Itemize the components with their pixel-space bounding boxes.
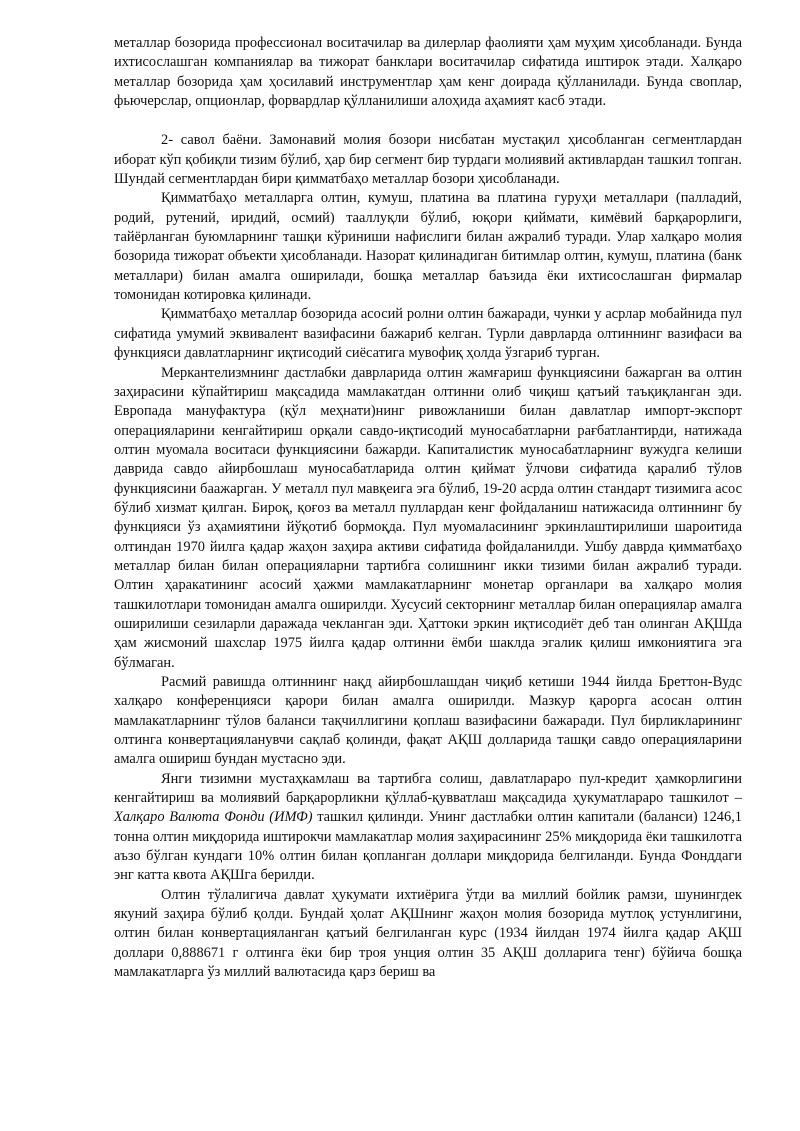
imf-text-before: Янги тизимни мустаҳкамлаш ва тартибга солиш, давлатлараро пул-кредит ҳамкорлигини кенгайтириш ва молиявий барқарорликни қўллаб-қувватлаш мақсадида ҳукуматлараро ташкилот – [114,770,742,807]
paragraph-mercantilism: Меркантелизмнинг дастлабки даврларида олтин жамғариш функциясини бажарган ва олтин заҳирасини кўпайтириш мақсадида мамлакатдан олтинни олиб чиқиш қатъий таъқиқланган эди. Европада мануфактура (қўл меҳнати)нинг ривожланиши билан давлатлар импорт-экспорт операцияларини кенгайтириш орқали савдо-иқтисодий муносабатларни рағбатлантирди, натижада олтин муомала воситаси функциясини бажарди. Капиталистик муносабатларнинг вужудга келиши даврида савдо айирбошлаш муносабатларида олтин қиймат ўлчови сифатида қаралиб тўлов функциясини баажарган. У металл пул мавқеига эга бўлиб, 19-20 асрда олтин стандарт тизимига асос бўлиб хизмат қилган. Бироқ, қоғоз ва металл пуллардан кенг фойдаланиш натижасида олтиннинг бу функцияси ўз аҳамиятини йўқотиб бормоқда. Пул муомаласининг эркинлаштирилиши шароитида олтиндан 1970 йилга қадар жаҳон заҳира активи сифатида фойдаланилди. Ушбу даврда қимматбаҳо металлар билан билан операцияларни тартибга солишнинг икки тизими билан ажралиб туради. Олтин ҳаракатининг асосий ҳажми мамлакатларнинг монетар органлари ва халқаро молия ташкилотлари томонидан амалга оширилди. Хусусий секторнинг металлар билан операциялар амалга оширилиши сезиларли даражада чекланган эди. Ҳаттоки эркин иқтисодиёт деб тан олинган АҚШда ҳам жисмоний шахслар 1975 йилга қадар олтинни ёмби шаклда эгалик қилиш имкониятига эга бўлмаган. [114,364,742,671]
paragraph-precious-metals-list: Қимматбаҳо металларга олтин, кумуш, платина ва платина гуруҳи металлари (палладий, родий, рутений, иридий, осмий) тааллуқли бўлиб, юқори қиймати, кимёвий барқарорлиги, тайёрланган буюмларнинг ташқи кўриниши нафислиги билан ажралиб туради. Улар халқаро молия бозорида тижорат объекти ҳисобланади. Назорат қилинадиган битимлар олтин, кумуш, платина (банк металлари) билан амалга оширилади, бошқа металлар баъзида ёки ихтисослашган фирмалар томонидан котировка қилинади. [114,190,742,304]
paragraph-question-2: 2- савол баёни. Замонавий молия бозори нисбатан мустақил ҳисобланган сегментлардан иборат кўп қобиқли тизим бўлиб, ҳар бир сегмент бир турдаги молиявий активлардан ташкил топган. Шундай сегментлардан бири қимматбаҳо металлар бозори ҳисобланади. [114,132,742,188]
paragraph-imf [114,770,742,886]
document-page [114,34,742,983]
imf-name-italic: Халқаро Валюта Фонди (ИМФ) [114,809,313,826]
imf-text-after: ташкил қилинди. Унинг дастлабки олтин капитали (баланси) 1246,1 тонна олтин миқдорида иштирокчи мамлакатлар молия заҳирасининг 25% миқдорида ёки ташкилотга аъзо бўлган кундаги 10% олтин билан қопланган доллари миқдорида белгиланди. Бунда Фонддаги энг катта квота АҚШга берилди. [114,809,742,884]
paragraph-gold-reserve: Олтин тўлалигича давлат ҳукумати ихтиёрига ўтди ва миллий бойлик рамзи, шунингдек якуний заҳира бўлиб қолди. Бундай ҳолат АҚШнинг жаҳон молия бозорида мутлоқ устунлигини, олтин билан конвертацияланган қатъий белгиланган курс (1934 йилдан 1974 йилга қадар АҚШ доллари 0,888671 г олтинга ёки бир троя унция олтин 35 АҚШ долларига тенг) бўйича бошқа мамлакатларга ўз миллий валютасида қарз бериш ва [114,886,742,981]
paragraph-bretton-woods: Расмий равишда олтиннинг нақд айирбошлашдан чиқиб кетиши 1944 йилда Бреттон-Вудс халқаро конференцияси қарори билан амалга оширилди. Мазкур қарорга асосан олтин мамлакатларнинг тўлов баланси тақчиллигини қоплаш вазифасини бажаради. Пул бирликларининг олтинга конвертацияланувчи сақлаб қолинди, фақат АҚШ долларида ташқи савдо операцияларини амалга ошириш бундан мустасно эди. [114,674,742,768]
paragraph-gold-role: Қимматбаҳо металлар бозорида асосий ролни олтин бажаради, чунки у асрлар мобайнида пул сифатида умумий эквивалент вазифасини бажариб келган. Турли даврларда олтиннинг вазифаси ва функцияси давлатларнинг иқтисодий сиёсатига мувофиқ ҳолда ўзгариб турган. [114,306,742,362]
paragraph-metals-market-intermediaries: металлар бозорида профессионал воситачилар ва дилерлар фаолияти ҳам муҳим ҳисобланади. Бунда ихтисослашган компаниялар ва тижорат банклари воситачилар сифатида иштирок этади. Халқаро металлар бозорида ҳам ҳосилавий инструментлар ҳам кенг доирада қўлланилади. Бунда своплар, фьючерслар, опционлар, форвардлар қўлланилиши алоҳида аҳамият касб этади. [114,35,742,110]
paragraph-gap [114,111,742,131]
